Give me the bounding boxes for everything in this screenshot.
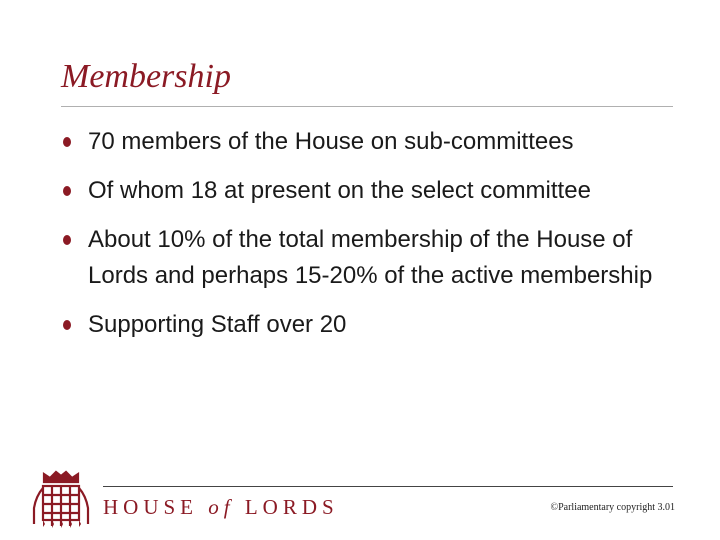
bullet-item (60, 222, 680, 294)
bullet-text: Of whom 18 at present on the select committee (88, 177, 591, 204)
portcullis-icon (30, 468, 92, 530)
bullet-text: Supporting Staff over 20 (88, 311, 347, 338)
footer-divider (103, 486, 673, 487)
bullet-icon (63, 320, 71, 330)
copyright-notice: ©Parliamentary copyright 3.01 (550, 502, 675, 513)
house-of-lords-wordmark (103, 495, 339, 520)
bullet-item (60, 307, 680, 343)
bullet-icon (63, 235, 71, 245)
slide-title: Membership (61, 58, 231, 95)
bullet-icon (63, 186, 71, 196)
bullet-item (60, 173, 680, 209)
title-divider (61, 106, 673, 107)
wordmark-of: of (208, 495, 235, 519)
bullet-text: 70 members of the House on sub-committees (88, 128, 574, 155)
bullet-list (60, 124, 680, 356)
bullet-text: About 10% of the total membership of the House of Lords and perhaps 15-20% of the active membership (88, 226, 653, 289)
wordmark-house: HOUSE (103, 495, 199, 519)
bullet-item (60, 124, 680, 160)
wordmark-lords: LORDS (244, 495, 339, 519)
bullet-icon (63, 137, 71, 147)
